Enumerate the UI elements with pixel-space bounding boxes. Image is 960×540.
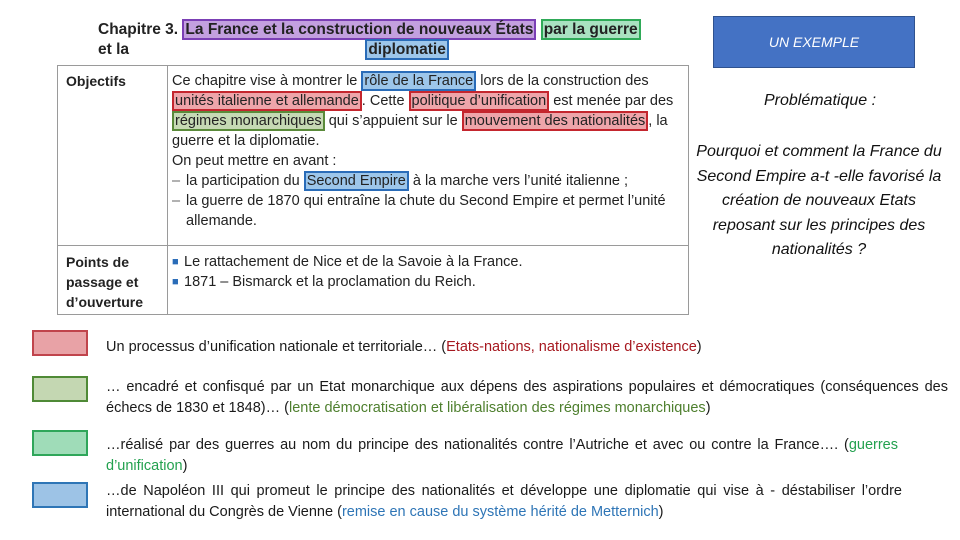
highlight-politique-unification: politique d’unification <box>409 91 550 111</box>
text-fragment: est menée par des <box>549 93 674 109</box>
text-fragment: . Cette <box>361 93 409 109</box>
example-box <box>713 16 915 68</box>
legend-swatch-olive <box>32 376 88 402</box>
problematique-heading: Problématique : <box>763 92 877 109</box>
list-item-text: la guerre de 1870 qui entraîne la chute du Second Empire et permet l’unité allemande. <box>186 193 666 229</box>
legend-body: …de Napoléon III qui promeut le principe des nationalités et développe une diplomatie qui vise à - déstabiliser l’ordre international du Congrès de Vienne ( <box>106 483 902 520</box>
highlight-regimes-monarchiques: régimes monarchiques <box>172 111 325 131</box>
title-highlight-blue: diplomatie <box>365 39 449 60</box>
legend-emphasis: remise en cause du système hérité de Metternich <box>341 503 659 520</box>
highlight-mouvement-nationalites: mouvement des nationalités <box>462 111 649 131</box>
text-fragment: Ce chapitre vise à montrer le <box>172 73 362 89</box>
objectifs-paragraph <box>172 71 682 151</box>
row-header-points-de-passage: Points de passage et d’ouverture <box>66 254 144 310</box>
highlight-second-empire: Second Empire <box>304 171 409 191</box>
objectifs-intro-line: On peut mettre en avant : <box>172 153 337 169</box>
legend-swatch-red <box>32 330 88 356</box>
points-de-passage-cell <box>172 252 682 292</box>
legend-text-blue <box>106 481 902 522</box>
list-item <box>172 272 682 292</box>
list-item <box>172 171 682 191</box>
row-header-objectifs: Objectifs <box>66 73 126 89</box>
title-middle: et la <box>98 41 134 58</box>
table-divider-vertical <box>167 66 168 314</box>
highlight-role-france: rôle de la France <box>361 71 476 91</box>
text-fragment: à la marche vers l’unité italienne ; <box>408 173 629 189</box>
legend-text-green <box>106 435 898 476</box>
objectives-table <box>57 65 689 315</box>
legend-swatch-green <box>32 430 88 456</box>
list-item-text <box>186 171 628 191</box>
text-fragment: , la guerre et la diplomatie. <box>172 113 668 149</box>
legend-body: Un processus d’unification nationale et territoriale… ( <box>106 339 447 355</box>
problematique-question: Pourquoi et comment la France du Second Empire a-t -elle favorisé la création de nouveaux Etats reposant sur les principes des nationalités ? <box>696 143 942 258</box>
chapter-title <box>98 20 658 60</box>
legend-emphasis: guerres d’unification <box>106 437 898 474</box>
title-prefix: Chapitre 3. <box>98 21 183 38</box>
legend-emphasis: Etats-nations, nationalisme d’existence <box>446 339 697 355</box>
legend-swatch-blue <box>32 482 88 508</box>
objectifs-cell <box>172 71 682 231</box>
legend-end: ) <box>658 503 664 520</box>
legend-end: ) <box>705 399 711 416</box>
legend-text-olive <box>106 377 948 418</box>
highlight-unites: unités italienne et allemande <box>172 91 362 111</box>
list-item <box>172 191 682 231</box>
list-item-text: 1871 – Bismarck et la proclamation du Reich. <box>184 274 476 290</box>
legend-end: ) <box>696 339 702 355</box>
example-box-label: UN EXEMPLE <box>768 34 860 50</box>
dash-marker: – <box>172 173 181 189</box>
legend-emphasis: lente démocratisation et libéralisation des régimes monarchiques <box>288 399 706 416</box>
text-fragment: lors de la construction des <box>476 73 649 89</box>
legend-body: … encadré et confisqué par un Etat monarchique aux dépens des aspirations populaires et démocratiques (conséquences des échecs de 1830 et 1848)… ( <box>106 379 948 416</box>
table-divider-horizontal <box>58 245 688 246</box>
legend-body: …réalisé par des guerres au nom du principe des nationalités contre l’Autriche et avec ou contre la France…. ( <box>106 437 849 453</box>
title-highlight-purple: La France et la construction de nouveaux États <box>182 19 536 40</box>
legend-end: ) <box>182 457 188 474</box>
list-item <box>172 252 682 272</box>
list-item-text: Le rattachement de Nice et de la Savoie à la France. <box>184 254 523 270</box>
title-highlight-green: par la guerre <box>541 19 641 40</box>
dash-marker: – <box>172 193 181 209</box>
text-fragment: la participation du <box>186 173 304 189</box>
bullet-marker: ■ <box>172 276 179 288</box>
legend-text-red <box>106 337 948 358</box>
text-fragment: qui s’appuient sur le <box>324 113 462 129</box>
bullet-marker: ■ <box>172 256 179 268</box>
